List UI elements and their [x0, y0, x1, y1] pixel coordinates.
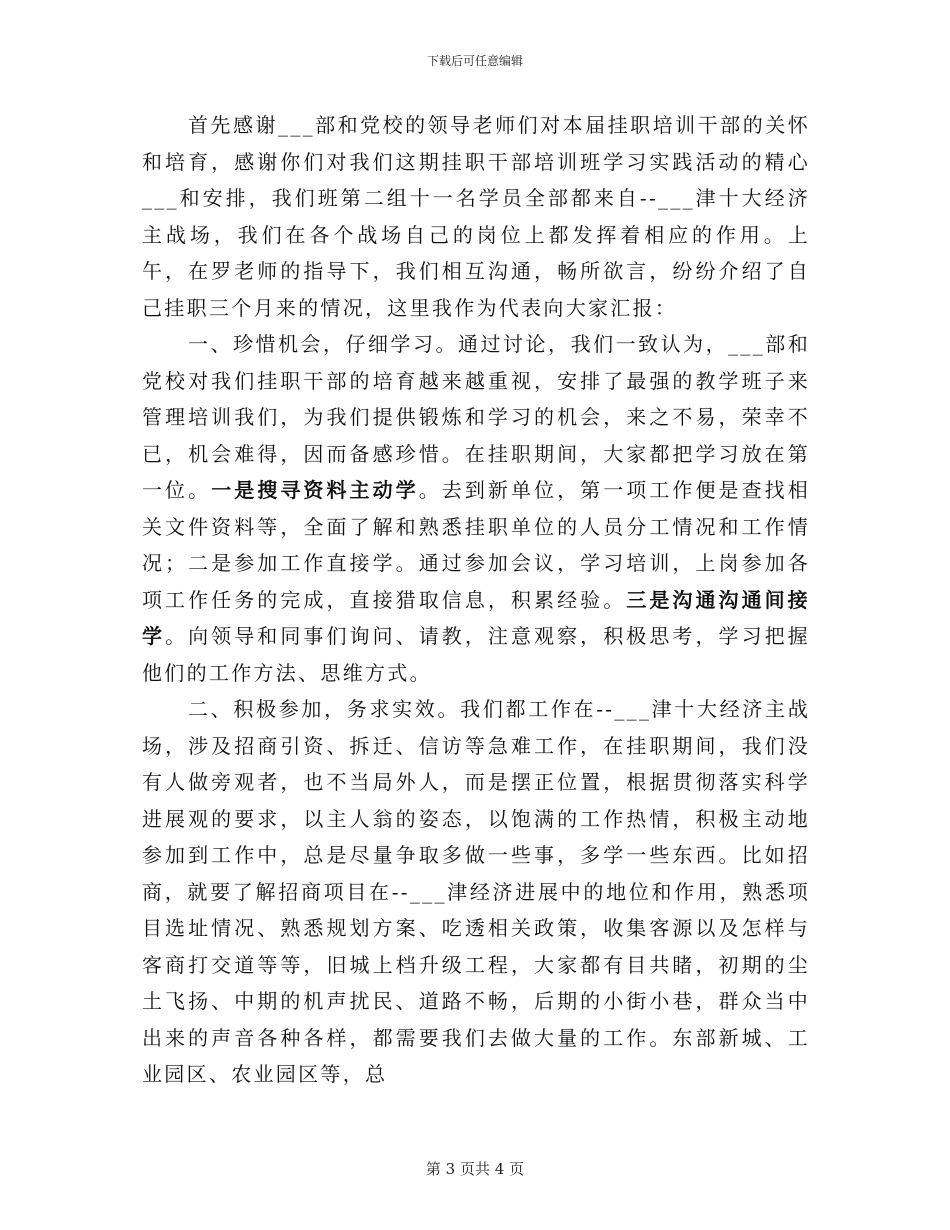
- page-number-footer: 第 3 页共 4 页: [425, 1160, 525, 1178]
- page-header: 下载后可任意编辑: [426, 54, 523, 68]
- section-one-text-a: 一、珍惜机会，仔细学习。通过讨论，我们一致认为，___部和党校对我们挂职干部的培育越来越重视，安排了最强的教学班子来管理培训我们，为我们提供锻炼和学习的机会，来之不易，荣幸不已，机会难得，因而备感珍惜。在挂职期间，大家都把学习放在第一位。: [142, 332, 810, 502]
- section-one-text-b: 。去到新单位，第一项工作便是查找相关文件资料等，全面了解和熟悉挂职单位的人员分工情况和工作情况；二是参加工作直接学。通过参加会议，学习培训，上岗参加各项工作任务的完成，直接猎取信息，积累经验。: [142, 478, 810, 612]
- section-one-bold-b: 三是沟通沟通间接学: [142, 587, 810, 648]
- section-one-bold-a: 一是搜寻资料主动学: [211, 478, 419, 502]
- paragraph-section-one: [142, 326, 810, 691]
- section-one-text-c: 。向领导和同事们询问、请教，注意观察，积极思考，学习把握他们的工作方法、思维方式。: [142, 624, 810, 685]
- paragraph-intro: 首先感谢___部和党校的领导老师们对本届挂职培训干部的关怀和培育，感谢你们对我们这期挂职干部培训班学习实践活动的精心___和安排，我们班第二组十一名学员全部都来自--___津十大经济主战场，我们在各个战场自己的岗位上都发挥着相应的作用。上午，在罗老师的指导下，我们相互沟通，畅所欲言，纷纷介绍了自己挂职三个月来的情况，这里我作为代表向大家汇报：: [142, 113, 810, 320]
- document-body: [142, 107, 810, 1093]
- paragraph-section-two: 二、积极参加，务求实效。我们都工作在--___津十大经济主战场，涉及招商引资、拆迁、信访等急难工作，在挂职期间，我们没有人做旁观者，也不当局外人，而是摆正位置，根据贯彻落实科学进展观的要求，以主人翁的姿态，以饱满的工作热情，积极主动地参加到工作中，总是尽量争取多做一些事，多学一些东西。比如招商，就要了解招商项目在--___津经济进展中的地位和作用，熟悉项目选址情况、熟悉规划方案、吃透相关政策，收集客源以及怎样与客商打交道等等，旧城上档升级工程，大家都有目共睹，初期的尘土飞扬、中期的机声扰民、道路不畅，后期的小街小巷，群众当中出来的声音各种各样，都需要我们去做大量的工作。东部新城、工业园区、农业园区等，总: [142, 697, 810, 1086]
